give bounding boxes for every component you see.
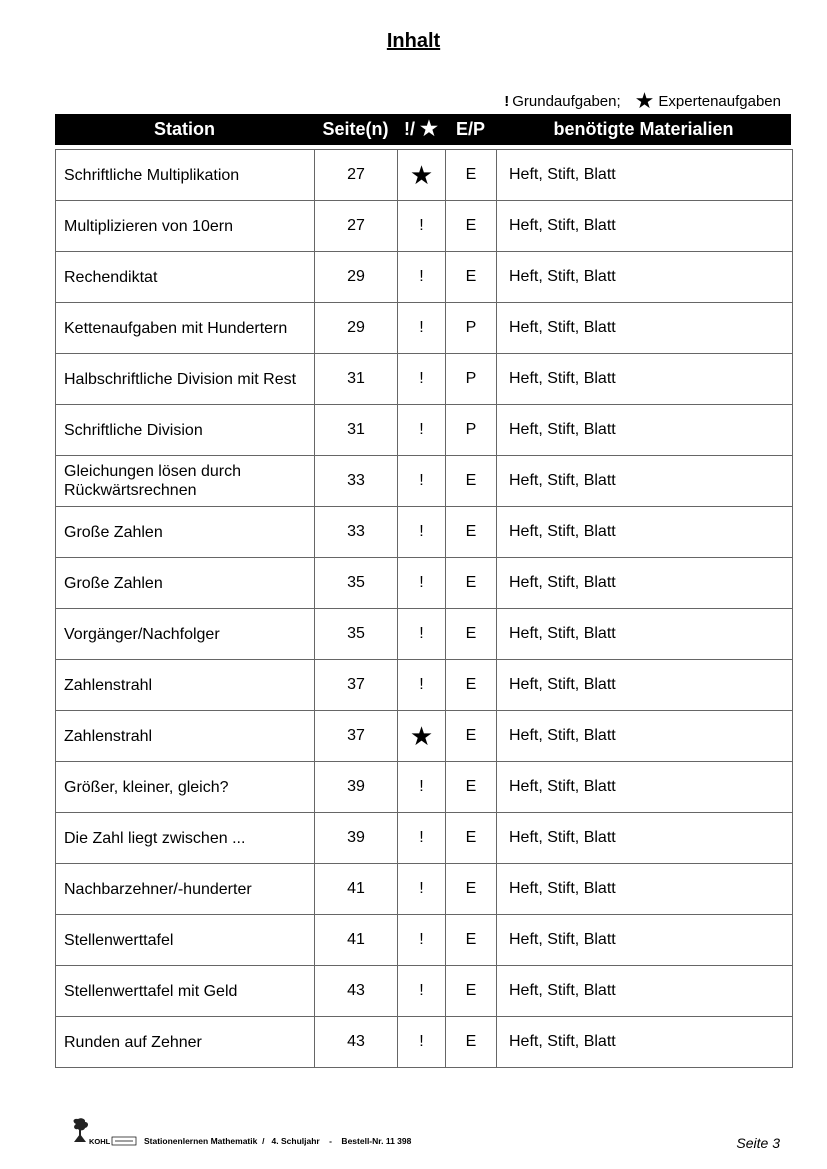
table-row	[56, 303, 793, 354]
materials-cell: Heft, Stift, Blatt	[497, 864, 793, 915]
exclamation-icon: !	[419, 625, 424, 642]
task-type-cell	[398, 762, 446, 813]
table-row	[56, 507, 793, 558]
exclamation-icon: !	[419, 268, 424, 285]
station-cell: Rechendiktat	[56, 252, 315, 303]
task-type-cell	[398, 303, 446, 354]
station-cell: Große Zahlen	[56, 558, 315, 609]
table-row	[56, 711, 793, 762]
svg-text:KOHL: KOHL	[89, 1137, 111, 1146]
exclamation-icon: !	[419, 880, 424, 897]
ep-cell: P	[446, 354, 497, 405]
table-row	[56, 201, 793, 252]
ep-cell: E	[446, 660, 497, 711]
station-cell: Zahlenstrahl	[56, 711, 315, 762]
task-type-cell	[398, 1017, 446, 1068]
table-body	[56, 150, 793, 1068]
materials-cell: Heft, Stift, Blatt	[497, 354, 793, 405]
ep-cell: E	[446, 150, 497, 201]
table-row	[56, 762, 793, 813]
materials-cell: Heft, Stift, Blatt	[497, 201, 793, 252]
task-type-cell	[398, 150, 446, 201]
exclamation-icon: !	[419, 931, 424, 948]
publisher-logo	[70, 1118, 138, 1150]
pages-cell: 43	[315, 1017, 398, 1068]
materials-cell: Heft, Stift, Blatt	[497, 813, 793, 864]
ep-cell: E	[446, 813, 497, 864]
header-pages: Seite(n)	[322, 119, 389, 139]
table-row	[56, 456, 793, 507]
task-type-cell	[398, 558, 446, 609]
materials-cell: Heft, Stift, Blatt	[497, 150, 793, 201]
basic-task-symbol: !	[504, 92, 510, 110]
materials-cell: Heft, Stift, Blatt	[497, 915, 793, 966]
materials-cell: Heft, Stift, Blatt	[497, 456, 793, 507]
exclamation-icon: !	[419, 217, 424, 234]
ep-cell: E	[446, 609, 497, 660]
star-icon: ★	[634, 88, 655, 113]
ep-cell: E	[446, 915, 497, 966]
legend	[504, 90, 781, 112]
header-station: Station	[154, 119, 215, 139]
pages-cell: 33	[315, 507, 398, 558]
ep-cell: E	[446, 711, 497, 762]
ep-cell: E	[446, 507, 497, 558]
table-row	[56, 609, 793, 660]
materials-cell: Heft, Stift, Blatt	[497, 966, 793, 1017]
table-row	[56, 660, 793, 711]
header-type-prefix: !/	[404, 119, 416, 139]
station-cell: Schriftliche Multiplikation	[56, 150, 315, 201]
exclamation-icon: !	[419, 829, 424, 846]
materials-cell: Heft, Stift, Blatt	[497, 711, 793, 762]
materials-cell: Heft, Stift, Blatt	[497, 405, 793, 456]
table-row	[56, 558, 793, 609]
task-type-cell	[398, 405, 446, 456]
pages-cell: 37	[315, 660, 398, 711]
contents-table	[55, 149, 793, 1068]
exclamation-icon: !	[419, 319, 424, 336]
ep-cell: E	[446, 1017, 497, 1068]
table-header	[55, 114, 791, 145]
pages-cell: 33	[315, 456, 398, 507]
station-cell: Multiplizieren von 10ern	[56, 201, 315, 252]
expert-task-label: Expertenaufgaben	[658, 92, 781, 110]
exclamation-icon: !	[419, 778, 424, 795]
pages-cell: 41	[315, 864, 398, 915]
table-row	[56, 1017, 793, 1068]
ep-cell: E	[446, 762, 497, 813]
station-cell: Gleichungen lösen durch Rückwärtsrechnen	[56, 456, 315, 507]
task-type-cell	[398, 507, 446, 558]
star-icon: ★	[409, 720, 434, 751]
exclamation-icon: !	[419, 982, 424, 999]
ep-cell: E	[446, 252, 497, 303]
materials-cell: Heft, Stift, Blatt	[497, 1017, 793, 1068]
station-cell: Nachbarzehner/-hunderter	[56, 864, 315, 915]
station-cell: Stellenwerttafel	[56, 915, 315, 966]
station-cell: Die Zahl liegt zwischen ...	[56, 813, 315, 864]
table-row	[56, 966, 793, 1017]
station-cell: Schriftliche Division	[56, 405, 315, 456]
footer-text: Stationenlernen Mathematik / 4. Schuljahr - Bestell-Nr. 11 398	[144, 1136, 412, 1146]
station-cell: Halbschriftliche Division mit Rest	[56, 354, 315, 405]
star-icon: ★	[420, 118, 438, 140]
ep-cell: E	[446, 456, 497, 507]
station-cell: Stellenwerttafel mit Geld	[56, 966, 315, 1017]
materials-cell: Heft, Stift, Blatt	[497, 252, 793, 303]
pages-cell: 41	[315, 915, 398, 966]
station-cell: Größer, kleiner, gleich?	[56, 762, 315, 813]
task-type-cell	[398, 966, 446, 1017]
header-task-type	[397, 114, 445, 145]
station-cell: Runden auf Zehner	[56, 1017, 315, 1068]
ep-cell: E	[446, 864, 497, 915]
materials-cell: Heft, Stift, Blatt	[497, 507, 793, 558]
task-type-cell	[398, 354, 446, 405]
pages-cell: 37	[315, 711, 398, 762]
exclamation-icon: !	[419, 523, 424, 540]
materials-cell: Heft, Stift, Blatt	[497, 609, 793, 660]
task-type-cell	[398, 456, 446, 507]
footer	[70, 1118, 782, 1154]
table-row	[56, 813, 793, 864]
exclamation-icon: !	[419, 1033, 424, 1050]
page-title: Inhalt	[386, 30, 441, 52]
pages-cell: 39	[315, 762, 398, 813]
exclamation-icon: !	[419, 574, 424, 591]
task-type-cell	[398, 915, 446, 966]
materials-cell: Heft, Stift, Blatt	[497, 660, 793, 711]
ep-cell: E	[446, 558, 497, 609]
task-type-cell	[398, 711, 446, 762]
table-row	[56, 252, 793, 303]
table-row	[56, 864, 793, 915]
basic-task-label: Grundaufgaben;	[512, 92, 621, 110]
task-type-cell	[398, 609, 446, 660]
ep-cell: P	[446, 405, 497, 456]
page-number: Seite 3	[736, 1135, 780, 1151]
pages-cell: 29	[315, 252, 398, 303]
table-row	[56, 354, 793, 405]
pages-cell: 31	[315, 354, 398, 405]
task-type-cell	[398, 864, 446, 915]
ep-cell: E	[446, 201, 497, 252]
materials-cell: Heft, Stift, Blatt	[497, 303, 793, 354]
task-type-cell	[398, 252, 446, 303]
pages-cell: 39	[315, 813, 398, 864]
ep-cell: E	[446, 966, 497, 1017]
station-cell: Große Zahlen	[56, 507, 315, 558]
table-row	[56, 405, 793, 456]
exclamation-icon: !	[419, 370, 424, 387]
ep-cell: P	[446, 303, 497, 354]
pages-cell: 35	[315, 609, 398, 660]
exclamation-icon: !	[419, 421, 424, 438]
header-ep: E/P	[455, 119, 485, 139]
task-type-cell	[398, 660, 446, 711]
station-cell: Zahlenstrahl	[56, 660, 315, 711]
station-cell: Vorgänger/Nachfolger	[56, 609, 315, 660]
pages-cell: 27	[315, 201, 398, 252]
materials-cell: Heft, Stift, Blatt	[497, 762, 793, 813]
table-row	[56, 150, 793, 201]
materials-cell: Heft, Stift, Blatt	[497, 558, 793, 609]
pages-cell: 29	[315, 303, 398, 354]
exclamation-icon: !	[419, 676, 424, 693]
pages-cell: 43	[315, 966, 398, 1017]
station-cell: Kettenaufgaben mit Hundertern	[56, 303, 315, 354]
pages-cell: 35	[315, 558, 398, 609]
pages-cell: 27	[315, 150, 398, 201]
task-type-cell	[398, 201, 446, 252]
exclamation-icon: !	[419, 472, 424, 489]
task-type-cell	[398, 813, 446, 864]
header-materials: benötigte Materialien	[553, 119, 734, 139]
pages-cell: 31	[315, 405, 398, 456]
table-row	[56, 915, 793, 966]
star-icon: ★	[409, 159, 434, 190]
